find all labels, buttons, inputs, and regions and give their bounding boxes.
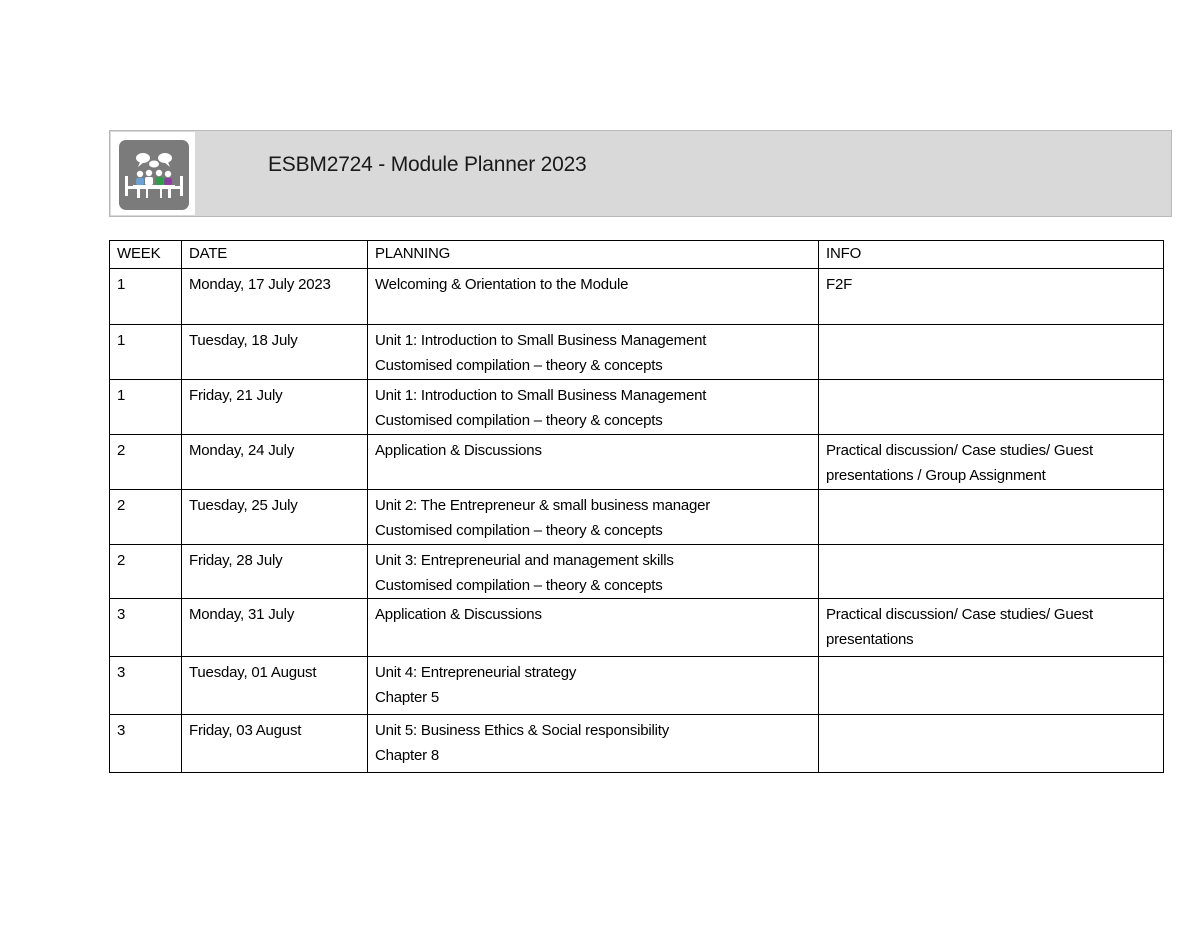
planning-cell [368,325,819,380]
table-row [110,657,1164,715]
info-cell [819,380,1164,435]
page-title: ESBM2724 - Module Planner 2023 [268,153,587,176]
column-header-week: WEEK [110,241,182,269]
date-cell: Tuesday, 01 August [182,657,368,715]
column-header-date: DATE [182,241,368,269]
planning-cell [368,599,819,657]
planning-cell [368,657,819,715]
info-text: F2F [826,276,853,293]
info-cell [819,545,1164,599]
planning-cell [368,715,819,773]
planning-line: Unit 3: Entrepreneurial and management skills [375,552,674,569]
table-row [110,715,1164,773]
planning-line: Customised compilation – theory & concepts [375,577,663,594]
info-cell [819,599,1164,657]
planning-line: Unit 1: Introduction to Small Business Management [375,332,707,349]
info-cell [819,715,1164,773]
planning-line: Chapter 5 [375,689,440,706]
planning-line: Unit 4: Entrepreneurial strategy [375,664,577,681]
info-cell [819,435,1164,490]
week-cell: 2 [110,490,182,545]
planning-line: Chapter 8 [375,747,440,764]
week-cell: 1 [110,380,182,435]
planning-line: Welcoming & Orientation to the Module [375,276,629,293]
date-cell: Friday, 03 August [182,715,368,773]
date-cell: Friday, 21 July [182,380,368,435]
planning-cell [368,269,819,325]
table-row [110,380,1164,435]
column-header-info: INFO [819,241,1164,269]
info-cell [819,325,1164,380]
planning-line: Application & Discussions [375,606,542,623]
table-row [110,325,1164,380]
planning-cell [368,490,819,545]
date-cell: Monday, 17 July 2023 [182,269,368,325]
table-row [110,545,1164,599]
date-cell: Tuesday, 25 July [182,490,368,545]
table-row [110,435,1164,490]
week-cell: 3 [110,599,182,657]
planning-line: Customised compilation – theory & concepts [375,522,663,539]
week-cell: 2 [110,545,182,599]
planning-line: Customised compilation – theory & concepts [375,412,663,429]
date-cell: Friday, 28 July [182,545,368,599]
table-row [110,490,1164,545]
logo-container [111,132,195,215]
table-row [110,599,1164,657]
info-cell [819,657,1164,715]
planning-line: Application & Discussions [375,442,542,459]
week-cell: 3 [110,657,182,715]
planning-line: Unit 1: Introduction to Small Business Management [375,387,707,404]
planning-cell [368,545,819,599]
week-cell: 1 [110,325,182,380]
week-cell: 1 [110,269,182,325]
planning-line: Unit 2: The Entrepreneur & small business manager [375,497,711,514]
info-cell [819,490,1164,545]
module-planner-table [109,240,1164,773]
planning-line: Customised compilation – theory & concepts [375,357,663,374]
date-cell: Monday, 24 July [182,435,368,490]
planning-cell [368,380,819,435]
column-header-planning: PLANNING [368,241,819,269]
table-row [110,269,1164,325]
planning-cell [368,435,819,490]
week-cell: 2 [110,435,182,490]
date-cell: Tuesday, 18 July [182,325,368,380]
group-meeting-icon [119,140,189,210]
info-cell [819,269,1164,325]
week-cell: 3 [110,715,182,773]
table-header-row [110,241,1164,269]
planning-line: Unit 5: Business Ethics & Social responsibility [375,722,670,739]
date-cell: Monday, 31 July [182,599,368,657]
title-banner [109,130,1172,217]
info-text: Practical discussion/ Case studies/ Guest presentations / Group Assignment [826,442,1093,484]
group-meeting-icon-graphic [119,140,189,210]
info-text: Practical discussion/ Case studies/ Guest presentations [826,606,1093,648]
